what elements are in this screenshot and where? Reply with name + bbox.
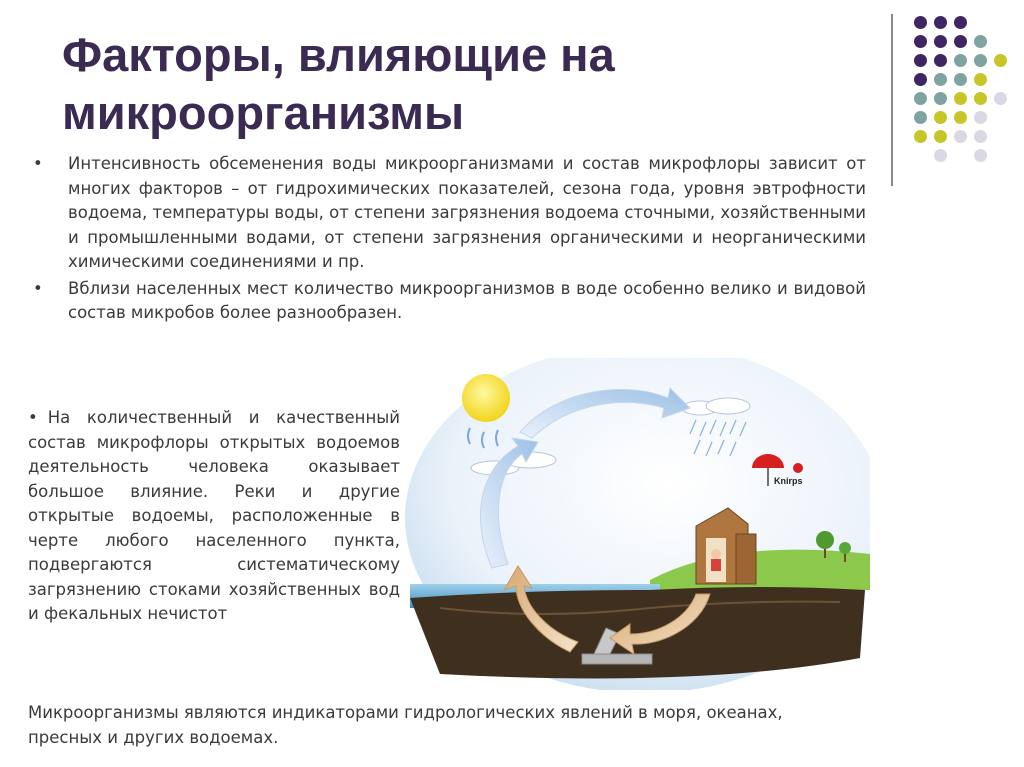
water-cycle-illustration xyxy=(400,358,870,690)
bullet-marker: • xyxy=(33,278,43,298)
dot xyxy=(934,130,947,143)
dot xyxy=(954,16,967,29)
dot xyxy=(974,92,987,105)
dot xyxy=(954,92,967,105)
dot xyxy=(954,73,967,86)
dot xyxy=(934,35,947,48)
dot xyxy=(994,54,1007,67)
dot xyxy=(914,35,927,48)
dot xyxy=(954,111,967,124)
bullet-text: Вблизи населенных мест количество микроорганизмов в воде особенно велико и видовой состав микробов более разнообразен. xyxy=(68,278,866,322)
bullet-item xyxy=(28,277,866,326)
dot xyxy=(974,149,987,162)
dot xyxy=(954,54,967,67)
dot xyxy=(954,130,967,143)
dot xyxy=(914,16,927,29)
dot xyxy=(914,130,927,143)
decorative-dot-grid xyxy=(909,10,1009,170)
dot xyxy=(974,35,987,48)
slide-title: Факторы, влияющие на микроорганизмы xyxy=(62,28,615,139)
dot xyxy=(974,54,987,67)
bullet-marker: • xyxy=(28,408,38,427)
dot xyxy=(974,111,987,124)
dot xyxy=(974,130,987,143)
bullet-item xyxy=(28,152,866,275)
side-text: На количественный и качественный состав микрофлоры открытых водоемов деятельность человека оказывает большое влияние. Реки и другие открытые водоемы, расположенные в черте любого населенного пункта, подвергаются систематическому загрязнению стоками хозяйственных вод и фекальных нечистот xyxy=(28,408,400,623)
brand-logo-text: Knirps xyxy=(774,476,803,486)
side-paragraph xyxy=(28,406,400,627)
dot xyxy=(934,16,947,29)
dot xyxy=(914,54,927,67)
dot xyxy=(934,73,947,86)
dot xyxy=(994,92,1007,105)
dot xyxy=(954,35,967,48)
sun-icon xyxy=(462,374,510,422)
bullet-list xyxy=(28,152,866,328)
dot xyxy=(934,92,947,105)
dot xyxy=(934,149,947,162)
dot xyxy=(914,73,927,86)
dot xyxy=(934,54,947,67)
dot xyxy=(934,111,947,124)
dot xyxy=(974,73,987,86)
bottom-paragraph: Микроорганизмы являются индикаторами гидрологических явлений в моря, океанах, пресных и других водоемах. xyxy=(28,703,783,747)
dot xyxy=(914,111,927,124)
bullet-text: Интенсивность обсеменения воды микроорганизмами и состав микрофлоры зависит от многих факторов – от гидрохимических показателей, сезона года, уровня эвтрофности водоема, температуры воды, от степени загрязнения водоема сточными, хозяйственными и промышленными водами, от степени загрязнения органическими и неорганическими химическими соединениями и пр. xyxy=(68,154,866,271)
decorative-divider-line xyxy=(891,14,893,186)
bullet-marker: • xyxy=(33,154,43,173)
dot xyxy=(914,92,927,105)
